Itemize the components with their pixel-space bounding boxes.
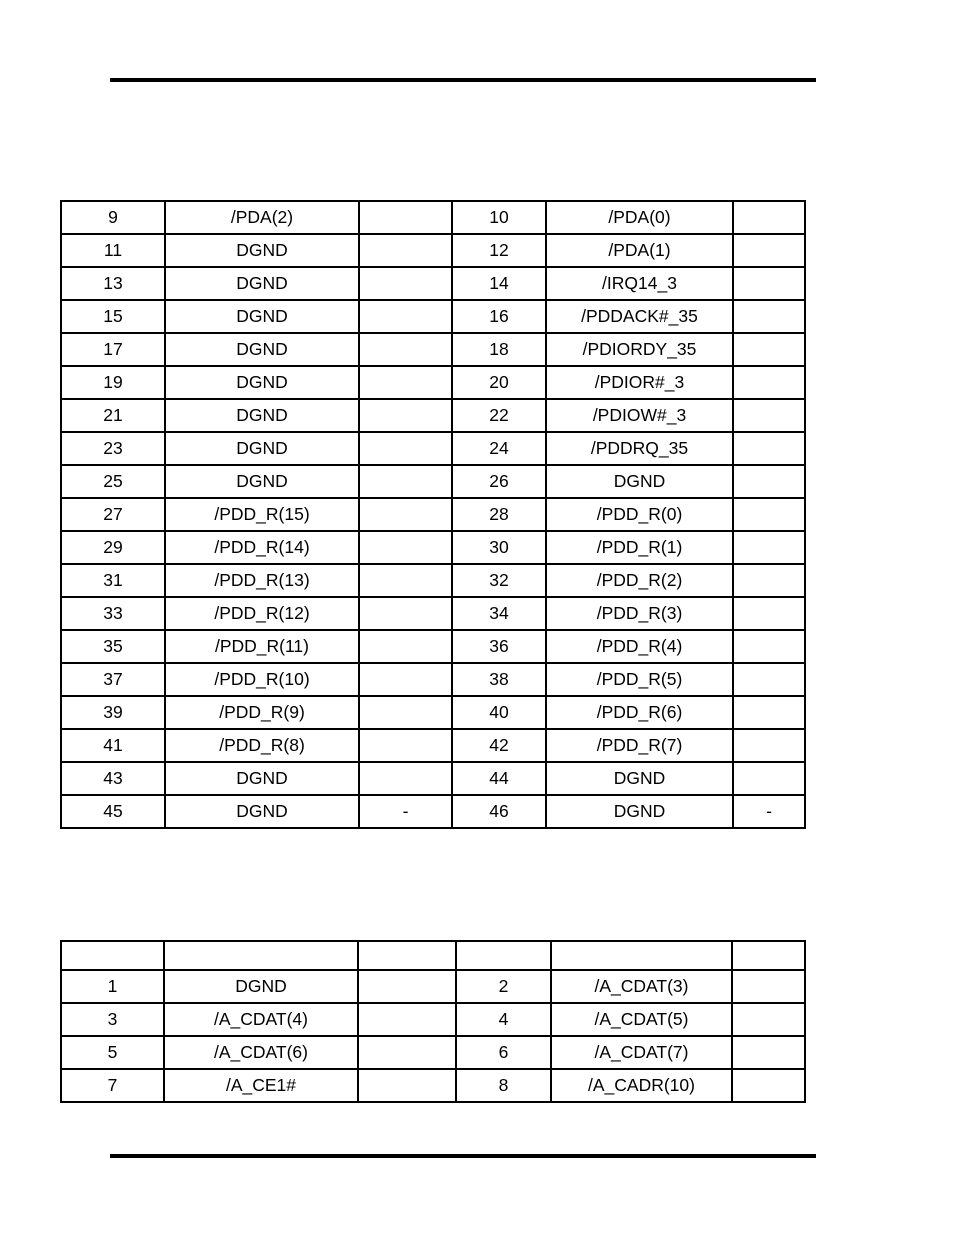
pin-number-cell: 8	[456, 1069, 551, 1102]
signal-name-cell: /A_CDAT(6)	[164, 1036, 358, 1069]
pin-note-cell	[732, 1069, 805, 1102]
signal-name-cell: DGND	[165, 300, 359, 333]
signal-name-cell: DGND	[165, 267, 359, 300]
pin-note-cell	[733, 465, 805, 498]
pin-note-cell	[733, 300, 805, 333]
signal-name-cell: DGND	[165, 234, 359, 267]
pin-number-cell: 18	[452, 333, 546, 366]
pin-number-cell: 27	[61, 498, 165, 531]
pin-note-cell	[359, 300, 452, 333]
pin-number-cell: 46	[452, 795, 546, 828]
signal-name-cell: /PDD_R(9)	[165, 696, 359, 729]
pin-number-cell: 40	[452, 696, 546, 729]
signal-name-cell: /A_CADR(10)	[551, 1069, 732, 1102]
signal-name-cell: /A_CDAT(4)	[164, 1003, 358, 1036]
pin-note-cell	[359, 564, 452, 597]
pin-note-cell	[733, 531, 805, 564]
table-row	[61, 465, 805, 498]
pin-number-cell: 19	[61, 366, 165, 399]
pin-number-cell: 33	[61, 597, 165, 630]
signal-name-cell: DGND	[165, 366, 359, 399]
pin-number-cell: 14	[452, 267, 546, 300]
pin-note-cell	[733, 630, 805, 663]
table-row	[61, 366, 805, 399]
signal-name-cell: DGND	[546, 762, 733, 795]
pin-note-cell	[733, 399, 805, 432]
signal-name-cell: /PDA(1)	[546, 234, 733, 267]
pin-number-cell: 31	[61, 564, 165, 597]
pin-number-cell: 9	[61, 201, 165, 234]
signal-name-cell: /PDDRQ_35	[546, 432, 733, 465]
top-rule	[110, 78, 816, 82]
signal-name-cell: /PDIORDY_35	[546, 333, 733, 366]
table-row	[61, 1036, 805, 1069]
pin-note-cell	[733, 267, 805, 300]
pin-note-cell	[732, 941, 805, 970]
signal-name-cell: /PDD_R(5)	[546, 663, 733, 696]
signal-name-cell: DGND	[165, 795, 359, 828]
pin-number-cell: 42	[452, 729, 546, 762]
signal-name-cell: /IRQ14_3	[546, 267, 733, 300]
pin-note-cell	[359, 432, 452, 465]
table-row	[61, 630, 805, 663]
pin-note-cell	[733, 663, 805, 696]
pin-number-cell: 28	[452, 498, 546, 531]
table-row	[61, 597, 805, 630]
pin-number-cell: 12	[452, 234, 546, 267]
table-row	[61, 531, 805, 564]
signal-name-cell: DGND	[546, 795, 733, 828]
pin-note-cell	[733, 201, 805, 234]
pin-number-cell	[456, 941, 551, 970]
table-row	[61, 696, 805, 729]
pin-table-ide	[60, 200, 806, 829]
pin-note-cell	[359, 201, 452, 234]
signal-name-cell: DGND	[165, 465, 359, 498]
pin-number-cell: 29	[61, 531, 165, 564]
pin-note-cell	[359, 663, 452, 696]
pin-number-cell: 36	[452, 630, 546, 663]
signal-name-cell	[551, 941, 732, 970]
pin-note-cell	[359, 696, 452, 729]
pin-number-cell: 11	[61, 234, 165, 267]
pin-number-cell: 4	[456, 1003, 551, 1036]
pin-note-cell	[359, 762, 452, 795]
pin-number-cell: 25	[61, 465, 165, 498]
signal-name-cell: /A_CDAT(3)	[551, 970, 732, 1003]
pin-note-cell: -	[733, 795, 805, 828]
pin-number-cell: 3	[61, 1003, 164, 1036]
pin-number-cell: 38	[452, 663, 546, 696]
table-row	[61, 762, 805, 795]
pin-note-cell	[359, 366, 452, 399]
table-row	[61, 729, 805, 762]
signal-name-cell: /PDD_R(14)	[165, 531, 359, 564]
signal-name-cell: /PDIOR#_3	[546, 366, 733, 399]
pin-number-cell: 35	[61, 630, 165, 663]
table-row	[61, 498, 805, 531]
pin-number-cell: 20	[452, 366, 546, 399]
signal-name-cell: /PDA(2)	[165, 201, 359, 234]
pin-note-cell	[358, 1069, 456, 1102]
pin-note-cell	[733, 762, 805, 795]
table-row	[61, 234, 805, 267]
signal-name-cell: DGND	[165, 399, 359, 432]
pin-number-cell: 13	[61, 267, 165, 300]
table-row	[61, 663, 805, 696]
signal-name-cell: /PDD_R(15)	[165, 498, 359, 531]
pin-number-cell: 15	[61, 300, 165, 333]
pin-note-cell	[733, 234, 805, 267]
pin-number-cell: 1	[61, 970, 164, 1003]
pin-note-cell	[359, 531, 452, 564]
signal-name-cell: DGND	[165, 333, 359, 366]
pin-note-cell	[359, 465, 452, 498]
pin-number-cell: 45	[61, 795, 165, 828]
pin-number-cell: 22	[452, 399, 546, 432]
pin-note-cell	[732, 1036, 805, 1069]
pin-number-cell: 26	[452, 465, 546, 498]
pin-note-cell	[732, 970, 805, 1003]
pin-note-cell	[358, 1036, 456, 1069]
pin-note-cell	[359, 399, 452, 432]
pin-number-cell	[61, 941, 164, 970]
pin-note-cell	[733, 333, 805, 366]
pin-number-cell: 17	[61, 333, 165, 366]
pin-note-cell	[359, 498, 452, 531]
signal-name-cell: /PDD_R(4)	[546, 630, 733, 663]
signal-name-cell: /PDD_R(7)	[546, 729, 733, 762]
signal-name-cell: DGND	[165, 432, 359, 465]
signal-name-cell: /PDD_R(0)	[546, 498, 733, 531]
pin-note-cell	[733, 597, 805, 630]
table-row	[61, 795, 805, 828]
pin-table-pcmcia-body	[61, 941, 805, 1102]
pin-note-cell	[359, 630, 452, 663]
pin-note-cell	[358, 941, 456, 970]
table-row	[61, 267, 805, 300]
signal-name-cell: /PDD_R(1)	[546, 531, 733, 564]
pin-number-cell: 10	[452, 201, 546, 234]
signal-name-cell: /PDIOW#_3	[546, 399, 733, 432]
signal-name-cell: DGND	[164, 970, 358, 1003]
pin-note-cell	[733, 564, 805, 597]
signal-name-cell	[164, 941, 358, 970]
pin-number-cell: 6	[456, 1036, 551, 1069]
table-row	[61, 399, 805, 432]
table-header-row	[61, 941, 805, 970]
pin-note-cell	[358, 970, 456, 1003]
pin-note-cell: -	[359, 795, 452, 828]
pin-number-cell: 37	[61, 663, 165, 696]
table-row	[61, 970, 805, 1003]
pin-number-cell: 43	[61, 762, 165, 795]
signal-name-cell: /PDD_R(8)	[165, 729, 359, 762]
pin-note-cell	[732, 1003, 805, 1036]
pin-number-cell: 39	[61, 696, 165, 729]
bottom-rule	[110, 1154, 816, 1158]
pin-note-cell	[733, 498, 805, 531]
signal-name-cell: /PDA(0)	[546, 201, 733, 234]
table-row	[61, 333, 805, 366]
pin-number-cell: 41	[61, 729, 165, 762]
signal-name-cell: /A_CDAT(7)	[551, 1036, 732, 1069]
pin-note-cell	[359, 729, 452, 762]
pin-note-cell	[733, 432, 805, 465]
signal-name-cell: /PDD_R(6)	[546, 696, 733, 729]
signal-name-cell: /PDD_R(12)	[165, 597, 359, 630]
pin-note-cell	[733, 696, 805, 729]
pin-number-cell: 21	[61, 399, 165, 432]
signal-name-cell: /PDD_R(10)	[165, 663, 359, 696]
table-row	[61, 564, 805, 597]
pin-note-cell	[359, 597, 452, 630]
pin-number-cell: 24	[452, 432, 546, 465]
pin-number-cell: 23	[61, 432, 165, 465]
signal-name-cell: DGND	[546, 465, 733, 498]
signal-name-cell: /PDD_R(11)	[165, 630, 359, 663]
signal-name-cell: /A_CE1#	[164, 1069, 358, 1102]
pin-number-cell: 30	[452, 531, 546, 564]
pin-number-cell: 2	[456, 970, 551, 1003]
pin-number-cell: 44	[452, 762, 546, 795]
table-row	[61, 201, 805, 234]
signal-name-cell: /PDDACK#_35	[546, 300, 733, 333]
pin-note-cell	[359, 234, 452, 267]
signal-name-cell: /PDD_R(2)	[546, 564, 733, 597]
signal-name-cell: DGND	[165, 762, 359, 795]
pin-number-cell: 34	[452, 597, 546, 630]
table-row	[61, 300, 805, 333]
pin-number-cell: 7	[61, 1069, 164, 1102]
pin-number-cell: 32	[452, 564, 546, 597]
pin-note-cell	[733, 366, 805, 399]
table-row	[61, 1069, 805, 1102]
pin-number-cell: 16	[452, 300, 546, 333]
signal-name-cell: /PDD_R(3)	[546, 597, 733, 630]
pin-note-cell	[733, 729, 805, 762]
pin-note-cell	[359, 333, 452, 366]
pin-note-cell	[359, 267, 452, 300]
signal-name-cell: /PDD_R(13)	[165, 564, 359, 597]
table-row	[61, 432, 805, 465]
pin-table-pcmcia	[60, 940, 806, 1103]
pin-number-cell: 5	[61, 1036, 164, 1069]
pin-note-cell	[358, 1003, 456, 1036]
table-row	[61, 1003, 805, 1036]
signal-name-cell: /A_CDAT(5)	[551, 1003, 732, 1036]
pin-table-ide-body	[61, 201, 805, 828]
